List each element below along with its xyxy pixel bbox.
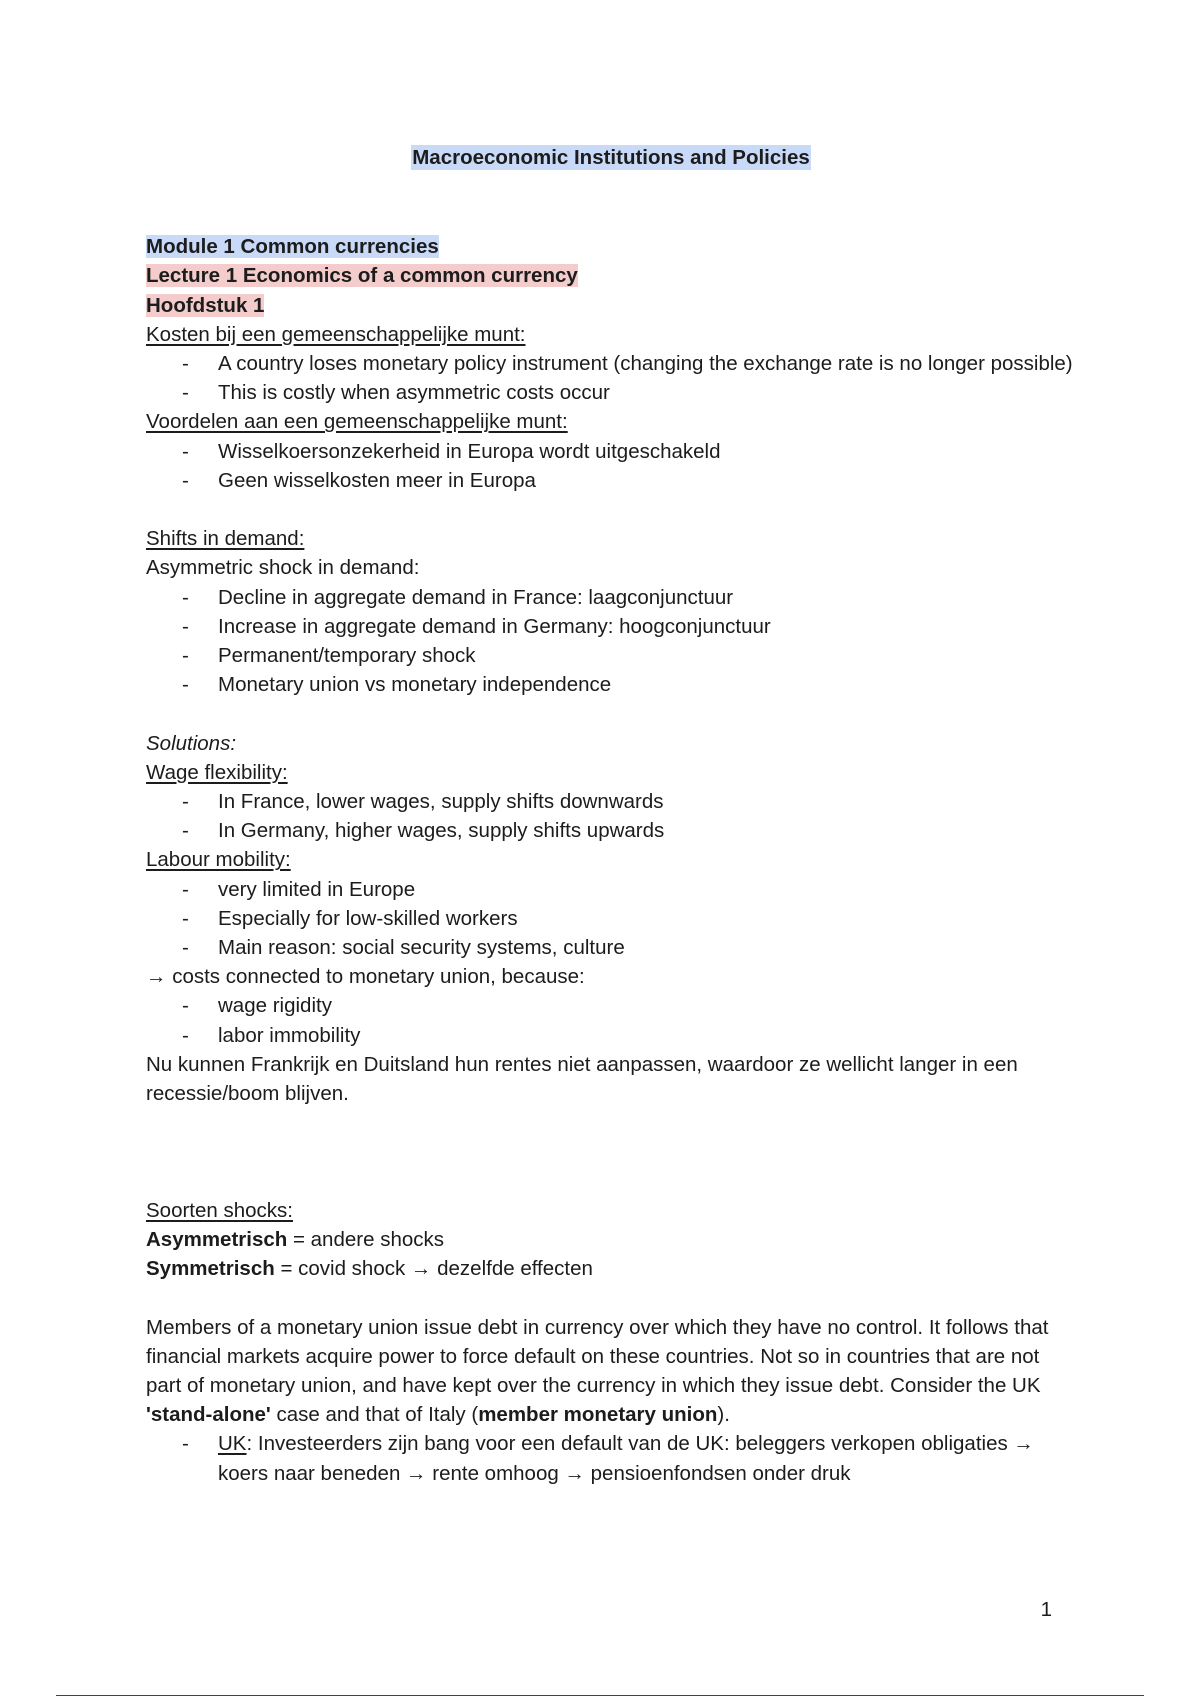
document-body (146, 143, 1076, 1488)
list-item: - Wisselkoersonzekerheid in Europa wordt uitgeschakeld (146, 437, 1076, 466)
solutions-heading: Solutions: (146, 731, 237, 755)
list-item: - Permanent/temporary shock (146, 641, 1076, 670)
labour-mobility-heading: Labour mobility: (146, 848, 291, 872)
list-item: - A country loses monetary policy instrument (changing the exchange rate is no longer possible) (146, 349, 1076, 378)
list-item: - wage rigidity (146, 991, 1076, 1020)
page-number: 1 (1040, 1598, 1052, 1621)
list-item: - Decline in aggregate demand in France: laagconjunctuur (146, 583, 1076, 612)
chapter-heading: Hoofdstuk 1 (146, 293, 265, 317)
costs-list (146, 349, 1076, 407)
benefits-heading: Voordelen aan een gemeenschappelijke munt: (146, 410, 568, 434)
shock-types-heading: Soorten shocks: (146, 1198, 293, 1222)
list-item: - In France, lower wages, supply shifts downwards (146, 787, 1076, 816)
module-heading: Module 1 Common currencies (146, 235, 439, 259)
list-item: - Main reason: social security systems, culture (146, 933, 1076, 962)
shifts-heading: Shifts in demand: (146, 527, 305, 551)
list-item: - Especially for low-skilled workers (146, 904, 1076, 933)
shifts-subheading: Asymmetric shock in demand: (146, 556, 420, 580)
wage-list (146, 787, 1076, 845)
lecture-heading: Lecture 1 Economics of a common currency (146, 264, 578, 288)
list-item: - UK: Investeerders zijn bang voor een default van de UK: beleggers verkopen obligaties → koers naar beneden → rente omhoog → pensioenfondsen onder druk (146, 1429, 1076, 1487)
document-title: Macroeconomic Institutions and Policies (412, 146, 810, 169)
list-item: - This is costly when asymmetric costs occur (146, 378, 1076, 407)
shifts-list (146, 583, 1076, 700)
asymmetric-definition: Asymmetrisch = andere shocks (146, 1228, 444, 1252)
list-item: - labor immobility (146, 1021, 1076, 1050)
wage-flexibility-heading: Wage flexibility: (146, 760, 288, 784)
symmetric-definition: Symmetrisch = covid shock → dezelfde effecten (146, 1257, 593, 1281)
costs-connected-line: → costs connected to monetary union, because: (146, 965, 585, 989)
page-divider (56, 1695, 1144, 1696)
uk-list (146, 1429, 1076, 1487)
list-item: - In Germany, higher wages, supply shifts upwards (146, 816, 1076, 845)
list-item: - Monetary union vs monetary independence (146, 670, 1076, 699)
rigidity-list (146, 991, 1076, 1049)
costs-heading: Kosten bij een gemeenschappelijke munt: (146, 322, 526, 346)
monetary-union-paragraph: Members of a monetary union issue debt in currency over which they have no control. It follows that financial markets acquire power to force default on these countries. Not so in countries that are not part of monetary union, and have kept over the currency in which they issue debt. Consider the UK 'stand-alone' case and that of Italy (member monetary union). (146, 1315, 1049, 1427)
interest-note: Nu kunnen Frankrijk en Duitsland hun rentes niet aanpassen, waardoor ze wellicht langer in een recessie/boom blijven. (146, 1052, 1018, 1106)
list-item: - very limited in Europe (146, 875, 1076, 904)
list-item: - Increase in aggregate demand in Germany: hoogconjunctuur (146, 612, 1076, 641)
benefits-list (146, 437, 1076, 495)
labour-list (146, 875, 1076, 963)
list-item: - Geen wisselkosten meer in Europa (146, 466, 1076, 495)
